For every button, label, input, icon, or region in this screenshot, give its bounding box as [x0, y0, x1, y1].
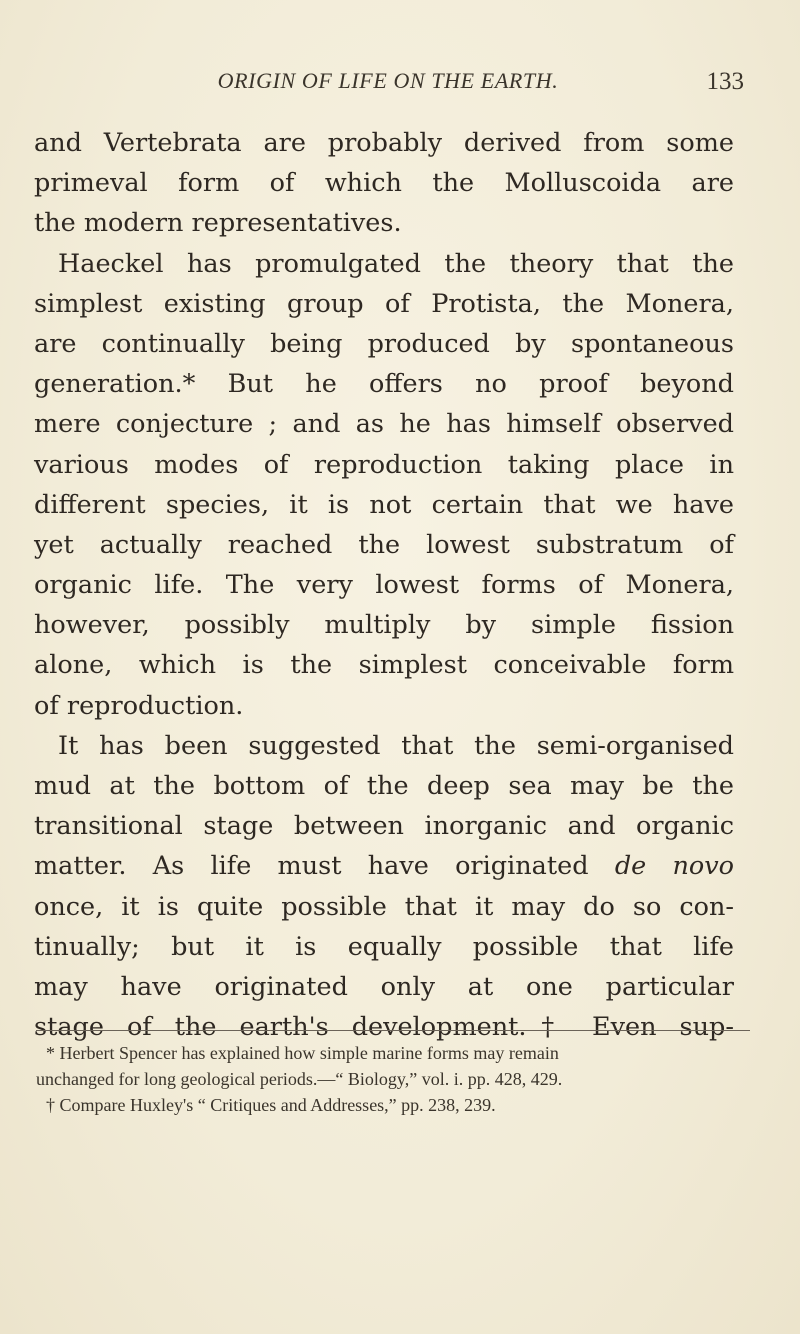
page-number: 133 [706, 68, 744, 95]
text-line: yet actually reached the lowest substratum of [34, 529, 734, 560]
text-line: alone, which is the simplest conceivable form [34, 650, 734, 681]
text-line: primeval form of which the Molluscoida are [34, 168, 734, 199]
text-line: are continually being produced by spontaneous [34, 328, 734, 359]
text-line: simplest existing group of Protista, the Monera, [34, 288, 734, 319]
text-line: tinually; but it is equally possible that life [34, 931, 734, 962]
text-line: different species, it is not certain that we have [34, 489, 734, 520]
text-line: mere conjecture ; and as he has himself observed [34, 409, 734, 440]
footnotes [36, 1040, 736, 1118]
text-line: of reproduction. [34, 690, 244, 721]
italic-phrase: de novo [614, 851, 735, 882]
text-line-with-italic [34, 846, 734, 886]
text-line: mud at the bottom of the deep sea may be the [34, 771, 734, 801]
text-line-segment: matter. As life must have originated [34, 851, 589, 882]
text-line: the modern representatives. [34, 208, 402, 239]
text-line: may have originated only at one particular [34, 971, 734, 1002]
text-line: organic life. The very lowest forms of Monera, [34, 570, 734, 601]
text-line: and Vertebrata are probably derived from some [34, 128, 734, 158]
text-line: stage of the earth's development.† Even sup- [34, 1012, 734, 1043]
running-title: ORIGIN OF LIFE ON THE EARTH. [217, 68, 559, 93]
text-line: once, it is quite possible that it may do so con- [34, 891, 734, 922]
text-line: Haeckel has promulgated the theory that the [58, 248, 734, 279]
text-line: It has been suggested that the semi-organised [58, 730, 734, 761]
text-line: various modes of reproduction taking place in [34, 449, 734, 480]
footnote-line: † Compare Huxley's “ Critiques and Addresses,” pp. 238, 239. [46, 1095, 496, 1115]
text-line: transitional stage between inorganic and organic [34, 811, 734, 842]
footnote-line: unchanged for long geological periods.—“ Biology,” vol. i. pp. 428, 429. [36, 1069, 563, 1089]
text-line: generation.* But he offers no proof beyond [34, 369, 734, 400]
text-line: however, possibly multiply by simple fission [34, 610, 734, 641]
footnote-line: * Herbert Spencer has explained how simple marine forms may remain [46, 1043, 559, 1063]
body-text [34, 123, 734, 1047]
footnote-divider [36, 1030, 750, 1031]
running-head [32, 68, 744, 102]
